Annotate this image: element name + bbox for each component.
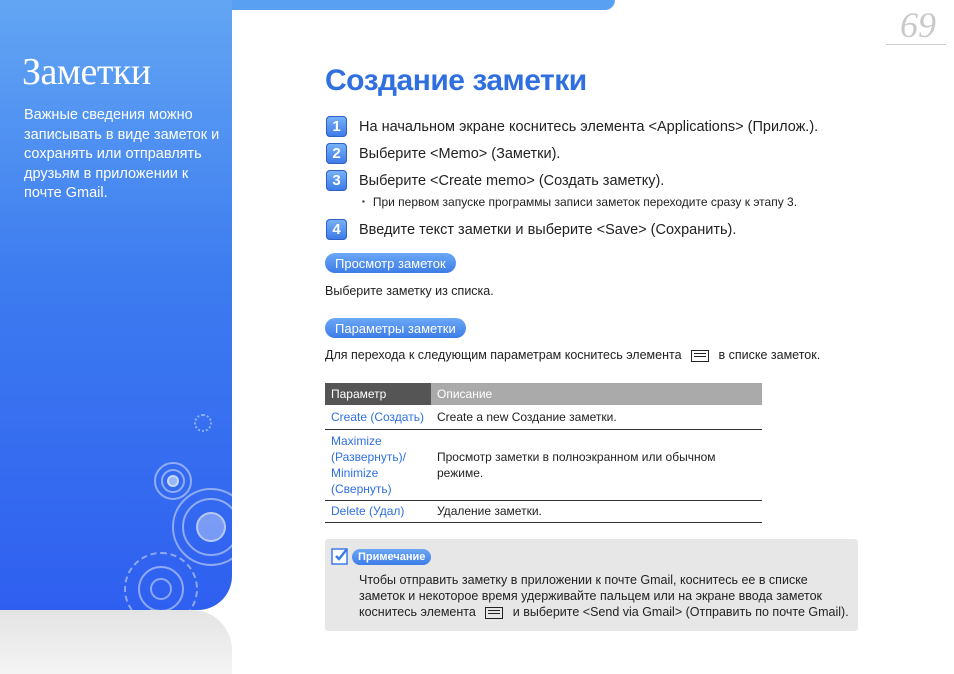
sidebar-description: Важные сведения можно записывать в виде заметок и сохранять или отправлять друзьям в приложении к почте Gmail. — [24, 107, 220, 201]
step-number: 1 — [326, 116, 347, 137]
step-text: Выберите <Memo> (Заметки). — [359, 145, 561, 162]
table-row — [325, 500, 762, 522]
note-box — [325, 539, 858, 631]
table-header-desc: Описание — [431, 383, 762, 405]
step-number: 2 — [326, 143, 347, 164]
step-text: На начальном экране коснитесь элемента <Applications> (Прилож.). — [359, 118, 819, 135]
table-header-row — [325, 383, 762, 405]
note-text-after: и выберите <Send via Gmail> (Отправить по почте Gmail). — [512, 605, 849, 619]
note-label: Примечание — [352, 549, 431, 565]
menu-icon — [691, 350, 709, 362]
sidebar-title: Заметки — [22, 51, 151, 93]
page-title: Создание заметки — [325, 64, 587, 97]
options-heading: Параметры заметки — [325, 318, 466, 338]
table-row — [325, 405, 762, 429]
step-text: Введите текст заметки и выберите <Save> (Сохранить). — [359, 221, 737, 238]
step-number: 4 — [326, 219, 347, 240]
menu-icon — [485, 607, 503, 619]
table-cell-desc: Удаление заметки. — [431, 500, 762, 522]
step-1 — [326, 116, 818, 137]
table-header-param: Параметр — [325, 383, 431, 405]
step-3-subnote: ▪ При первом запуске программы записи заметок переходите сразу к этапу 3. — [362, 195, 797, 209]
note-text-before: Чтобы отправить заметку в приложении к почте Gmail, коснитесь ее в списке заметок и некоторое время удерживайте пальцем или на экране ввода заметок коснитесь элемента — [359, 573, 823, 619]
step-4 — [326, 219, 736, 240]
table-cell-desc: Create a new Создание заметки. — [431, 405, 762, 429]
table-cell-param: Create (Создать) — [325, 405, 431, 429]
view-text: Выберите заметку из списка. — [325, 284, 494, 298]
view-heading: Просмотр заметок — [325, 253, 456, 273]
step-number: 3 — [326, 170, 347, 191]
content-corner — [232, 10, 312, 90]
options-text-after: в списке заметок. — [718, 348, 821, 362]
options-text — [325, 348, 820, 362]
table-cell-desc: Просмотр заметки в полноэкранном или обычном режиме. — [431, 429, 762, 500]
note-icon — [330, 545, 352, 567]
table-cell-param: Delete (Удал) — [325, 500, 431, 522]
options-text-before: Для перехода к следующим параметрам коснитесь элемента — [325, 348, 682, 362]
note-text — [359, 572, 849, 620]
sidebar — [0, 0, 232, 610]
step-2 — [326, 143, 560, 164]
options-table — [325, 383, 762, 523]
table-row — [325, 429, 762, 500]
page-number: 69 — [900, 5, 936, 45]
step-3 — [326, 170, 664, 191]
sidebar-bottom — [0, 610, 232, 674]
table-cell-param: Maximize (Развернуть)/ Minimize (Свернуть) — [325, 429, 431, 500]
step-text: Выберите <Create memo> (Создать заметку). — [359, 172, 665, 189]
